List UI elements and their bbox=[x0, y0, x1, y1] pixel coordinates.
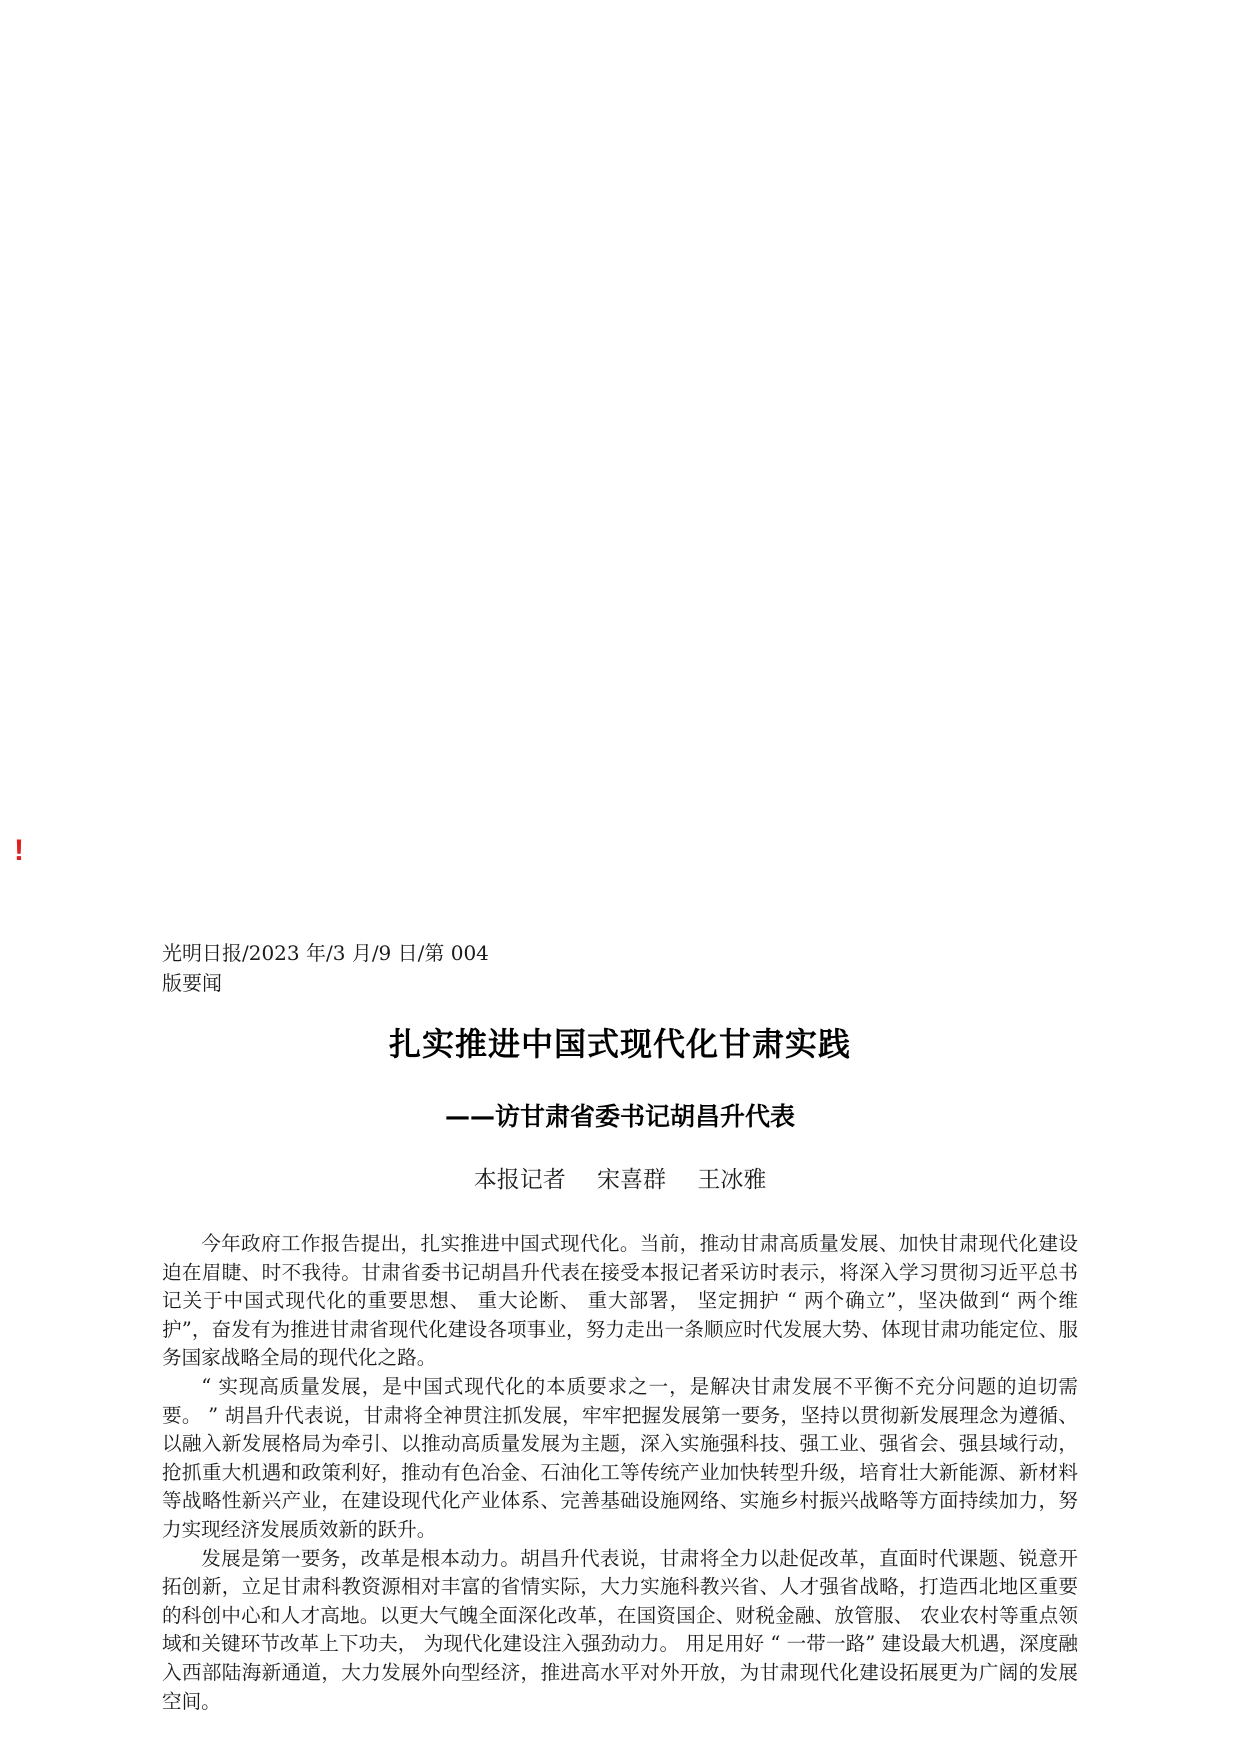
article-body bbox=[162, 1230, 1078, 1716]
article-paragraph: “ 实现高质量发展，是中国式现代化的本质要求之一，是解决甘肃发展不平衡不充分问题的迫切需要。 ” 胡昌升代表说，甘肃将全神贯注抓发展，牢牢把握发展第一要务，坚持以贯彻新发展理念为遵循、以融入新发展格局为牵引、以推动高质量发展为主题，深入实施强科技、强工业、强省会、强县域行动，抢抓重大机遇和政策利好，推动有色冶金、石油化工等传统产业加快转型升级，培育壮大新能源、新材料等战略性新兴产业，在建设现代化产业体系、完善基础设施网络、实施乡村振兴战略等方面持续加力，努力实现经济发展质效新的跃升。 bbox=[162, 1374, 1078, 1541]
byline-label: 本报记者 bbox=[473, 1167, 566, 1193]
section-line: 版要闻 bbox=[162, 971, 222, 995]
article-paragraph: 发展是第一要务，改革是根本动力。胡昌升代表说，甘肃将全力以赴促改革，直面时代课题、锐意开拓创新，立足甘肃科教资源相对丰富的省情实际，大力实施科教兴省、人才强省战略，打造西北地区重要的科创中心和人才高地。以更大气魄全面深化改革，在国资国企、财税金融、放管服、 农业农村等重点领域和关键环节改革上下功夫， 为现代化建设注入强劲动力。 用足用好 “ 一带一路” 建设最大机遇，深度融入西部陆海新通道，大力发展外向型经济，推进高水平对外开放，为甘肃现代化建设拓展更为广阔的发展空间。 bbox=[162, 1546, 1078, 1713]
byline-author: 宋喜群 bbox=[597, 1167, 666, 1193]
article-title: 扎实推进中国式现代化甘肃实践 bbox=[388, 1025, 851, 1063]
source-line: 光明日报/2023 年/3 月/9 日/第 004 bbox=[162, 941, 489, 965]
article-subtitle: ——访甘肃省委书记胡昌升代表 bbox=[444, 1102, 795, 1131]
source-meta bbox=[162, 938, 489, 998]
article-paragraph: 今年政府工作报告提出，扎实推进中国式现代化。当前，推动甘肃高质量发展、加快甘肃现代化建设迫在眉睫、时不我待。甘肃省委书记胡昌升代表在接受本报记者采访时表示，将深入学习贯彻习近平总书记关于中国式现代化的重要思想、 重大论断、 重大部署， 坚定拥护 “ 两个确立”，坚决做到“ 两个维护”，奋发有为推进甘肃省现代化建设各项事业，努力走出一条顺应时代发展大势、体现甘肃功能定位、服务国家战略全局的现代化之路。 bbox=[162, 1232, 1078, 1370]
red-exclamation-mark: ! bbox=[14, 834, 24, 867]
byline bbox=[0, 1163, 1240, 1197]
byline-author: 王冰雅 bbox=[697, 1167, 767, 1193]
